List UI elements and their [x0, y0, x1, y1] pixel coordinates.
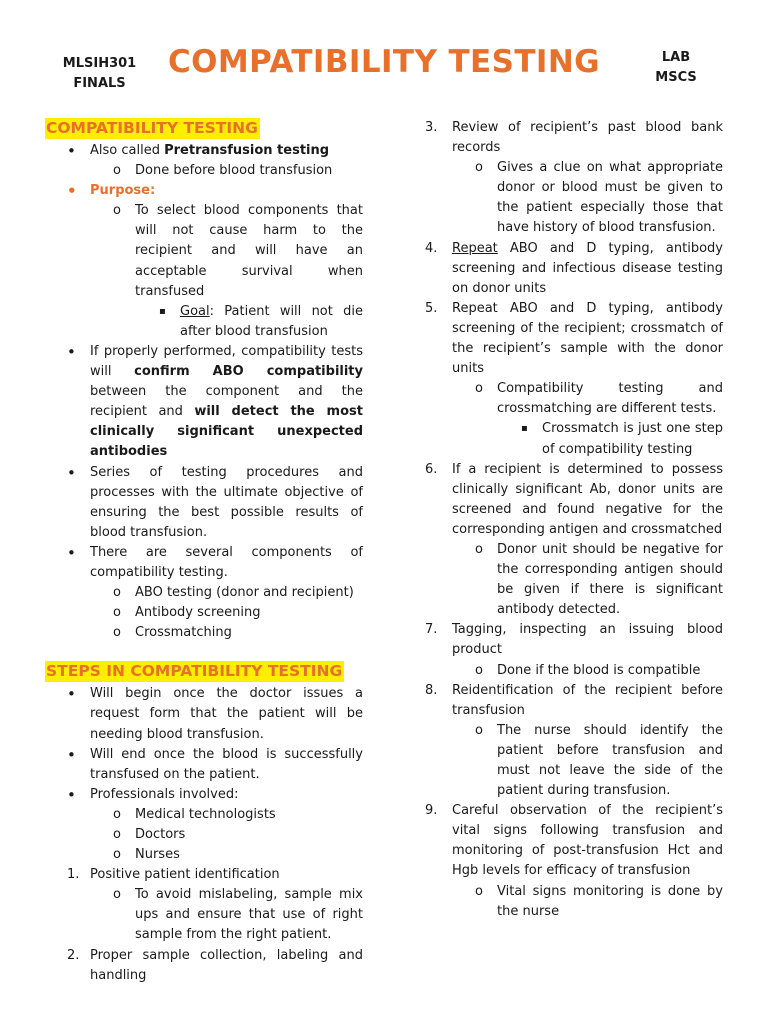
circle-marker: o: [113, 887, 121, 903]
list-item: [45, 805, 363, 825]
pretransfusion-term: Pretransfusion testing: [164, 143, 330, 158]
list-item: [425, 158, 723, 238]
numbered-step: [45, 865, 363, 885]
step-text: Review of recipient’s past blood bank records: [452, 120, 723, 156]
step-number: 6.: [425, 461, 438, 477]
numbered-step: [425, 118, 723, 158]
bullet-marker: •: [67, 745, 76, 764]
step-text: Reidentification of the recipient before transfusion: [452, 682, 723, 718]
step-text: Tagging, inspecting an issuing blood product: [452, 622, 723, 658]
step-number: 9.: [425, 803, 438, 819]
component-item: Crossmatching: [135, 625, 232, 641]
step-number: 1.: [67, 867, 80, 883]
list-item: [425, 379, 723, 419]
right-column: [425, 118, 723, 922]
circle-marker: o: [113, 203, 121, 219]
lab-code: MSCS: [655, 70, 697, 85]
step-sub-text: To avoid mislabeling, sample mix ups and ensure that use of right sample from the right patient.: [135, 887, 363, 943]
component-item: Antibody screening: [135, 605, 261, 621]
list-item: [45, 583, 363, 603]
circle-marker: o: [475, 381, 483, 397]
professional-item: Doctors: [135, 827, 186, 842]
section-heading-compatibility: COMPATIBILITY TESTING: [46, 119, 258, 137]
list-item: [425, 721, 723, 801]
step-text: Proper sample collection, labeling and handling: [90, 947, 363, 983]
list-item: [425, 661, 723, 681]
series-text: Series of testing procedures and processes with the ultimate objective of ensuring the best possible results of blood transfusion.: [90, 464, 363, 540]
circle-marker: o: [475, 160, 483, 176]
step-sub-text: Done if the blood is compatible: [497, 662, 701, 678]
list-item: [45, 543, 363, 583]
circle-marker: o: [475, 662, 483, 678]
numbered-step: [425, 801, 723, 881]
repeat-underlined: Repeat: [452, 240, 498, 256]
professional-item: Nurses: [135, 847, 180, 863]
section-heading-steps: STEPS IN COMPATIBILITY TESTING: [46, 662, 343, 681]
text-run: If properly performed, compatibility tests will: [90, 343, 363, 380]
also-called-prefix: Also called: [90, 143, 165, 158]
step-sub-text: Gives a clue on what appropriate donor or blood must be given to the patient especially those that have history of blood transfusion.: [497, 160, 723, 236]
step-text: If a recipient is determined to possess clinically significant Ab, donor units are screened and found negative for the corresponding antigen and crossmatched: [452, 461, 723, 537]
bold-text: will detect the most clinically significant unexpected antibodies: [90, 404, 363, 460]
bullet-text: Will begin once the doctor issues a request form that the patient will be needing blood transfusion.: [90, 686, 363, 742]
step-text: Careful observation of the recipient’s vital signs following transfusion and monitoring of post-transfusion Hct and Hgb levels for efficacy of transfusion: [452, 803, 723, 879]
numbered-step: [45, 946, 363, 986]
step-number: 4.: [425, 240, 438, 256]
bullet-marker: •: [67, 463, 76, 482]
list-item: [45, 161, 363, 181]
list-item: [45, 342, 363, 463]
course-code: MLSIH301: [62, 56, 137, 71]
bullet-marker: •: [67, 342, 76, 361]
list-item: [45, 141, 363, 161]
component-item: ABO testing (donor and recipient): [135, 585, 354, 601]
list-item: [45, 201, 363, 301]
circle-marker: o: [113, 827, 121, 842]
list-item: [45, 845, 363, 865]
lab-label: LAB: [661, 50, 691, 65]
bullet-text: Professionals involved:: [90, 786, 239, 802]
step-text: Positive patient identification: [90, 867, 280, 883]
text-run: between the component and the recipient and: [90, 384, 363, 420]
goal-text: : Patient will not die after blood transfusion: [180, 303, 363, 339]
step-sub-text: Donor unit should be negative for the corresponding antigen should be given if there is significant antibody detected.: [497, 541, 723, 618]
list-item: [45, 825, 363, 845]
done-before-text: Done before blood transfusion: [135, 163, 333, 179]
circle-marker: o: [113, 847, 121, 863]
step-subsub-text: Crossmatch is just one step of compatibility testing: [542, 421, 723, 457]
list-item: [45, 785, 363, 805]
goal-label: Goal: [180, 303, 210, 319]
step-number: 8.: [425, 682, 438, 698]
list-item: [45, 463, 363, 543]
list-item: [425, 540, 723, 620]
lab-header: [636, 48, 716, 88]
circle-marker: o: [113, 585, 121, 601]
circle-marker: o: [113, 625, 121, 641]
numbered-step: [425, 681, 723, 721]
circle-marker: o: [113, 163, 121, 179]
bullet-marker: •: [67, 543, 76, 562]
list-item: [425, 882, 723, 922]
bold-text: confirm ABO compatibility: [134, 364, 363, 380]
list-item: [45, 623, 363, 643]
circle-marker: o: [475, 722, 483, 738]
purpose-text: To select blood components that will not cause harm to the recipient and will have an acceptable survival when transfused: [135, 203, 363, 299]
numbered-step: [425, 460, 723, 540]
list-item: [45, 745, 363, 785]
step-number: 3.: [425, 120, 438, 135]
purpose-label: Purpose:: [90, 183, 156, 199]
list-item: [45, 302, 363, 342]
components-text: There are several components of compatibility testing.: [90, 544, 363, 580]
circle-marker: o: [475, 883, 483, 899]
bullet-marker: •: [67, 785, 76, 804]
spacer: [45, 643, 363, 661]
exam-label: FINALS: [73, 76, 126, 91]
professional-item: Medical technologists: [135, 806, 276, 822]
square-marker: ▪: [521, 423, 528, 435]
square-marker: ▪: [159, 305, 166, 317]
list-item: [45, 684, 363, 744]
left-column: [45, 118, 363, 986]
list-item: [425, 419, 723, 459]
list-item: [45, 181, 363, 201]
course-header: [52, 54, 147, 94]
step-text: Repeat ABO and D typing, antibody screening of the recipient; crossmatch of the recipient’s sample with the donor units: [452, 300, 723, 377]
circle-marker: o: [113, 806, 121, 822]
step-sub-text: Compatibility testing and crossmatching are different tests.: [497, 381, 723, 417]
step-number: 7.: [425, 622, 438, 638]
list-item: [45, 603, 363, 623]
numbered-step: [425, 620, 723, 660]
circle-marker: o: [113, 605, 121, 621]
page-title: COMPATIBILITY TESTING: [167, 44, 601, 80]
bullet-marker: •: [67, 182, 77, 201]
bullet-marker: •: [67, 142, 76, 160]
step-sub-text: Vital signs monitoring is done by the nurse: [497, 883, 723, 919]
list-item: [45, 885, 363, 945]
bullet-text: Will end once the blood is successfully transfused on the patient.: [90, 746, 363, 782]
step-text: ABO and D typing, antibody screening and infectious disease testing on donor units: [452, 240, 723, 296]
step-number: 2.: [67, 947, 80, 963]
circle-marker: o: [475, 541, 483, 557]
step-sub-text: The nurse should identify the patient before transfusion and must not leave the side of the patient during transfusion.: [497, 722, 723, 799]
numbered-step: [425, 299, 723, 379]
step-number: 5.: [425, 300, 438, 316]
bullet-marker: •: [67, 685, 76, 704]
numbered-step: [425, 239, 723, 299]
